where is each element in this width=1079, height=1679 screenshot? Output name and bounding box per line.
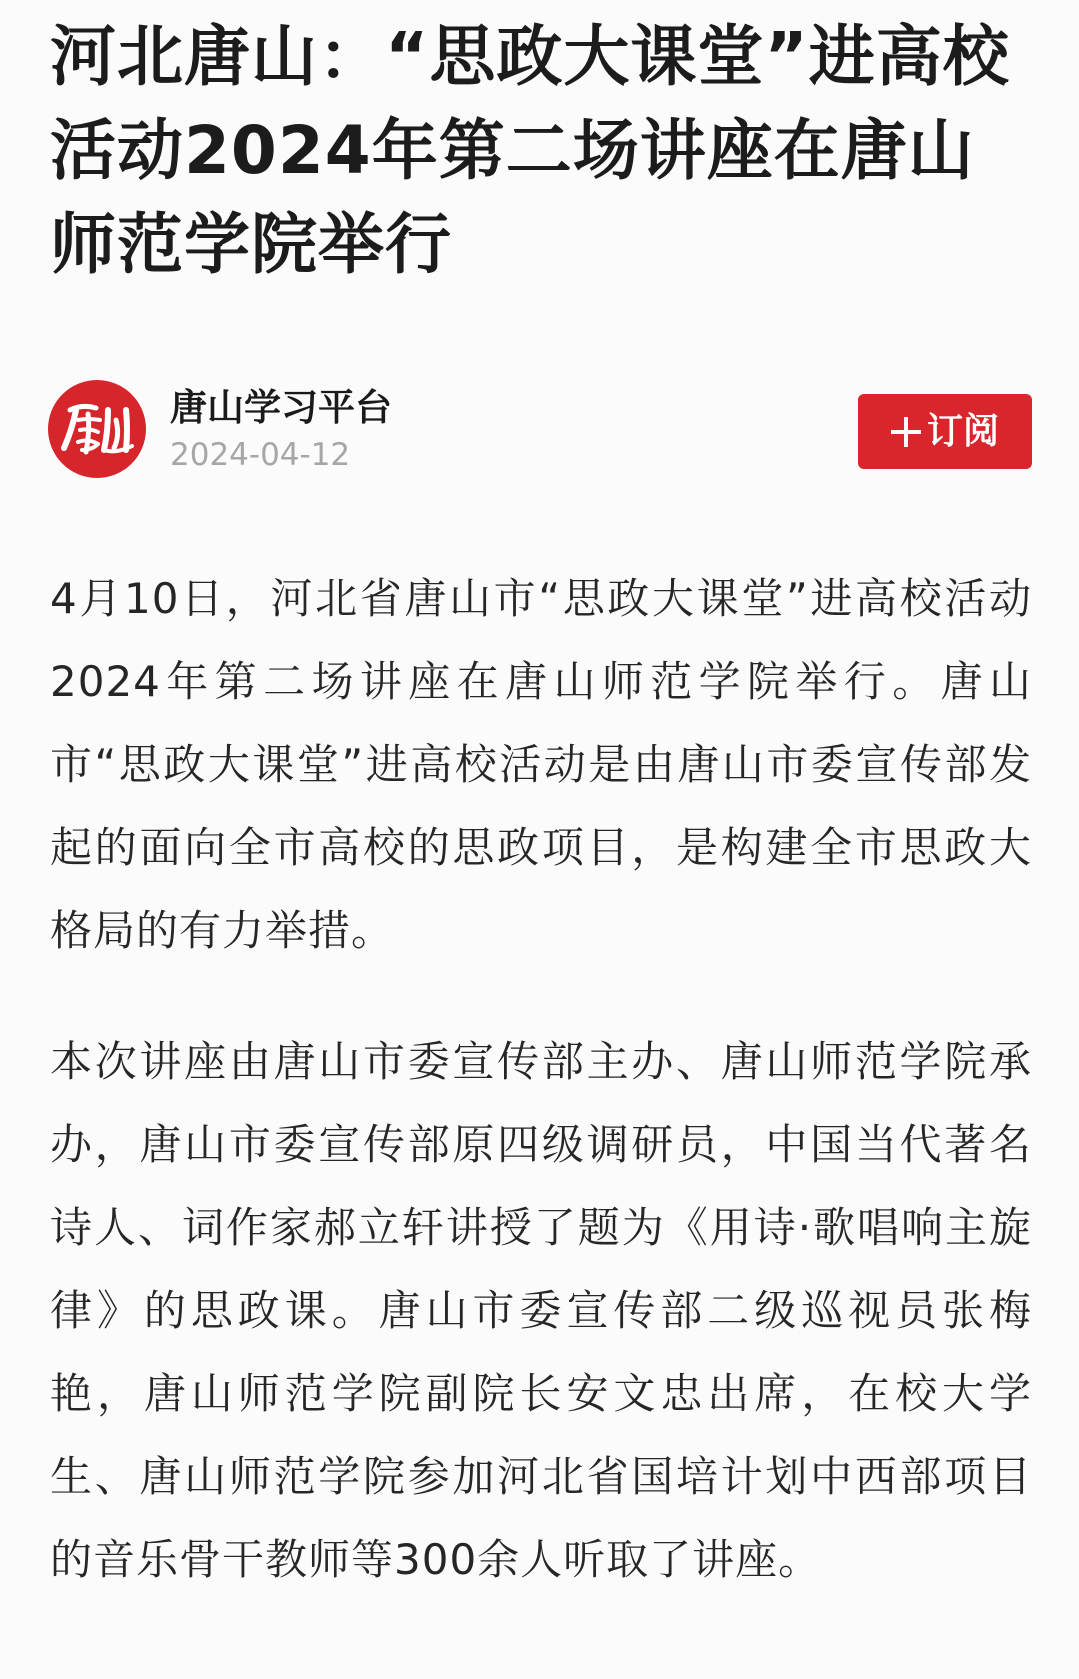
article-paragraph: 4月10日，河北省唐山市“思政大课堂”进高校活动2024年第二场讲座在唐山师范学院举行。唐山市“思政大课堂”进高校活动是由唐山市委宣传部发起的面向全市高校的思政项目，是构建全市思政大格局的有力举措。 — [50, 574, 1032, 955]
author-name[interactable]: 唐山学习平台 — [170, 386, 392, 429]
plus-icon — [891, 417, 921, 447]
subscribe-button[interactable] — [858, 394, 1032, 469]
author-avatar[interactable] — [48, 380, 146, 478]
article-paragraph: 本次讲座由唐山市委宣传部主办、唐山师范学院承办，唐山市委宣传部原四级调研员，中国当代著名诗人、词作家郝立轩讲授了题为《用诗·歌唱响主旋律》的思政课。唐山市委宣传部二级巡视员张梅艳，唐山师范学院副院长安文忠出席，在校大学生、唐山师范学院参加河北省国培计划中西部项目的音乐骨干教师等300余人听取了讲座。 — [50, 1037, 1032, 1584]
tangshan-calligraphy-logo-icon — [48, 380, 146, 478]
subscribe-label: 订阅 — [926, 410, 999, 452]
article-title: 河北唐山：“思政大课堂”进高校活动2024年第二场讲座在唐山师范学院举行 — [50, 18, 1010, 283]
author-row — [48, 380, 1032, 480]
publish-date: 2024-04-12 — [170, 437, 351, 473]
